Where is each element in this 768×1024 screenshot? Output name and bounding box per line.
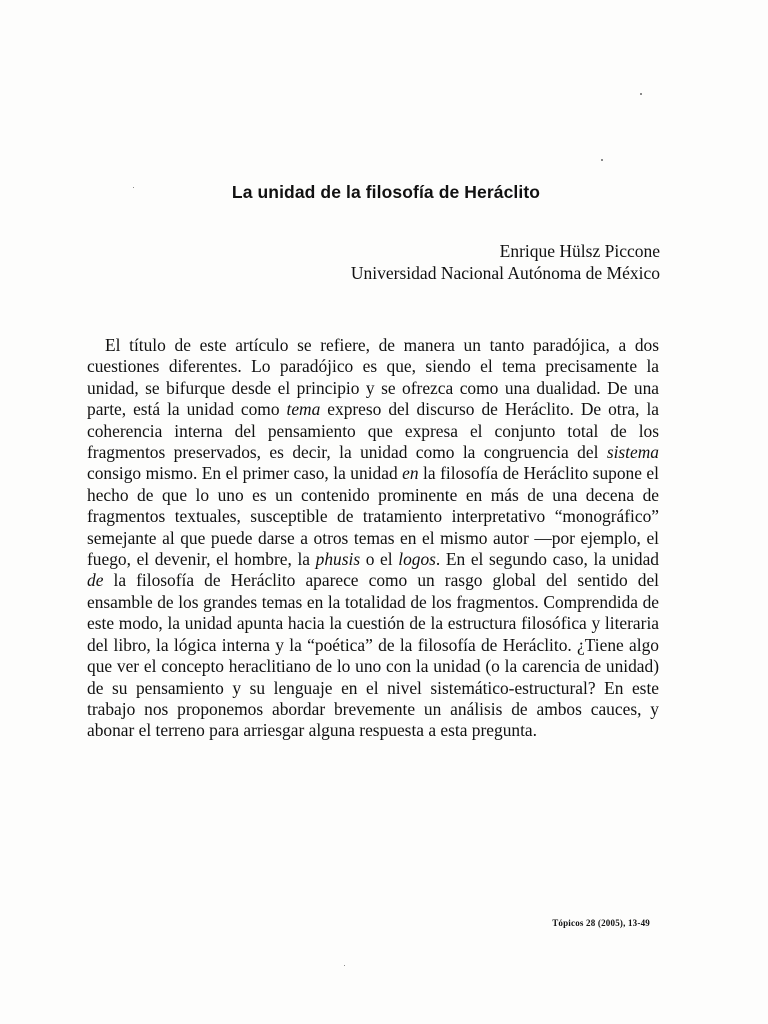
text-run: consigo mismo. En el primer caso, la unidad (87, 463, 403, 484)
body-paragraph (87, 335, 659, 742)
scan-speck (640, 93, 642, 95)
text-run: El título de este artículo se refiere, de manera un tanto paradójica, a dos cuestiones diferentes. Lo paradójico es que, siendo el tema precisamente la unidad, se bifurque desde el principio y se ofrezca como una dualidad. De una parte, está la unidad como (87, 335, 659, 420)
author-name: Enrique Hülsz Piccone (499, 241, 660, 261)
text-run: expreso del discurso de Heráclito. De otra, la coherencia interna del pensamiento que expresa el conjunto total de los fragmentos preservados, es decir, la unidad como la congruencia del (87, 399, 659, 463)
scan-speck (344, 965, 345, 966)
italic-term: sistema (606, 442, 659, 463)
scan-speck (601, 159, 603, 161)
text-run: la filosofía de Heráclito aparece como un rasgo global del sentido del ensamble de los grandes temas en la totalidad de los fragmentos. Comprendida de este modo, la unidad apunta hacia la cuestión de la estructura filosófica y literaria del libro, la lógica interna y la “poética” de la filosofía de Heráclito. ¿Tiene algo que ver el concepto heraclitiano de lo uno con la unidad (o la carencia de unidad) de su pensamiento y su lenguaje en el nivel sistemático-estructural? En este trabajo nos proponemos abordar brevemente un análisis de ambos cauces, y abonar el terreno para arriesgar alguna respuesta a esta pregunta. (87, 570, 659, 741)
italic-term: phusis (315, 549, 361, 570)
text-run: o el (360, 549, 399, 570)
italic-term: tema (286, 399, 321, 420)
author-affiliation: Universidad Nacional Autónoma de México (350, 263, 660, 283)
text-run: . En el segundo caso, la unidad (435, 549, 659, 570)
article-title: La unidad de la filosofía de Heráclito (231, 182, 541, 202)
journal-citation: Tópicos 28 (2005), 13-49 (552, 918, 650, 928)
italic-term: en (402, 463, 419, 484)
text-run: la filosofía de Heráclito supone el hecho de que lo uno es un contenido prominente en más de una decena de fragmentos textuales, susceptible de tratamiento interpretativo “monográfico” semejante al que puede darse a otros temas en el mismo autor —por ejemplo, el fuego, el devenir, el hombre, la (87, 463, 659, 570)
italic-term: de (87, 570, 104, 591)
italic-term: logos (398, 549, 436, 570)
author-block (351, 240, 660, 284)
